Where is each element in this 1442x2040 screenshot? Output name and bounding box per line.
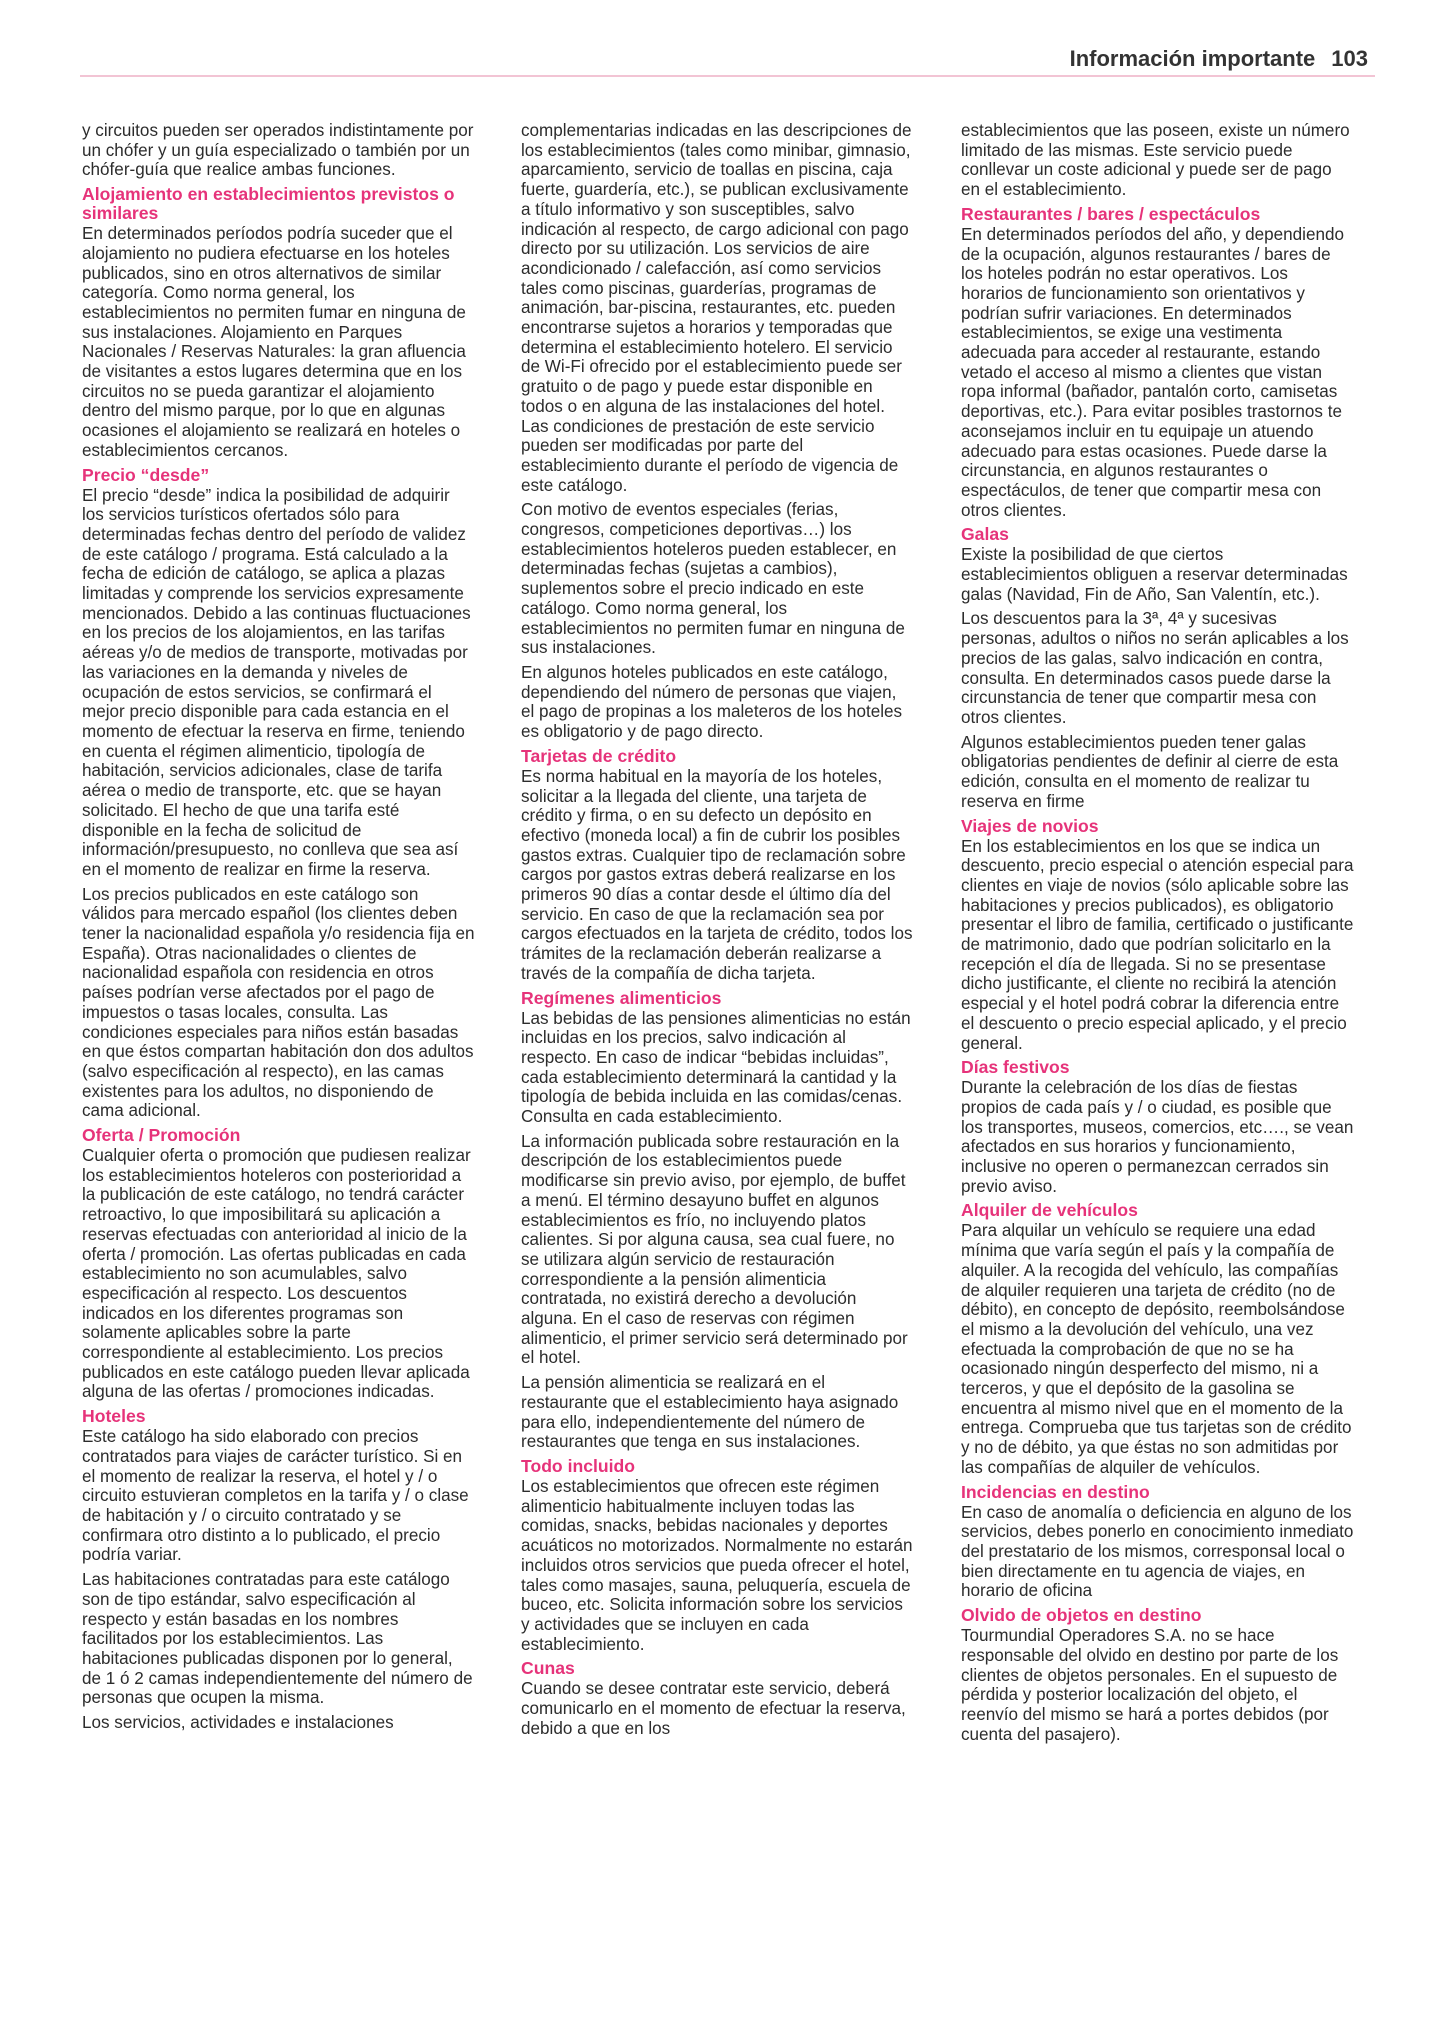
body-paragraph: En algunos hoteles publicados en este catálogo, dependiendo del número de personas que viajen, el pago de propinas a los maleteros de los hoteles es obligatorio y de pago directo.: [521, 662, 903, 742]
body-paragraph: Tourmundial Operadores S.A. no se hace responsable del olvido en destino por parte de los clientes de objetos personales. En el supuesto de pérdida y posterior localización del objeto, el reenvío del mismo se hará a portes debidos (por cuenta del pasajero).: [961, 1626, 1339, 1744]
section-heading: Galas: [961, 524, 1009, 545]
body-paragraph: Existe la posibilidad de que ciertos establecimientos obliguen a reservar determinadas galas (Navidad, Fin de Año, San Valentín, etc.).: [961, 545, 1348, 604]
text-column-3: [961, 121, 1354, 1749]
body-paragraph: En determinados períodos podría suceder que el alojamiento no pudiera efectuarse en los hoteles publicados, sino en otros alternativos de similar categoría. Como norma general, los establecimientos no permiten fumar en ninguna de sus instalaciones. Alojamiento en Parques Nacionales / Reservas Naturales: la gran afluencia de visitantes a estos lugares determina que en los circuitos no se pueda garantizar el alojamiento dentro del mismo parque, por lo que en algunas ocasiones el alojamiento se realizará en hoteles o establecimientos cercanos.: [82, 224, 466, 460]
body-paragraph: complementarias indicadas en las descripciones de los establecimientos (tales como minibar, gimnasio, aparcamiento, servicio de toallas en piscina, caja fuerte, guardería, etc.), se publican exclusivamente a título informativo y son susceptibles, salvo indicación al respecto, de cargo adicional con pago directo por su utilización. Los servicios de aire acondicionado / calefacción, así como servicios tales como piscinas, guarderías, programas de animación, bar-piscina, restaurantes, etc. pueden encontrarse sujetos a horarios y temporadas que determina el establecimiento hotelero. El servicio de Wi-Fi ofrecido por el establecimiento puede ser gratuito o de pago y puede estar disponible en todos o en alguna de las instalaciones del hotel. Las condiciones de prestación de este servicio pueden ser modificadas por parte del establecimiento durante el período de vigencia de este catálogo.: [521, 121, 912, 495]
body-paragraph: En determinados períodos del año, y dependiendo de la ocupación, algunos restaurantes / bares de los hoteles podrán no estar operativos. Los horarios de funcionamiento son orientativos y podrían sufrir variaciones. En determinados establecimientos, se exige una vestimenta adecuada para acceder al restaurante, estando vetado el acceso al mismo a clientes que vistan ropa informal (bañador, pantalón corto, camisetas deportivas, etc.). Para evitar posibles trastornos te aconsejamos incluir en tu equipaje un atuendo adecuado para estas ocasiones. Puede darse la circunstancia, en algunos restaurantes o espectáculos, de tener que compartir mesa con otros clientes.: [961, 224, 1344, 520]
body-paragraph: En caso de anomalía o deficiencia en alguno de los servicios, debes ponerlo en conocimiento inmediato del prestatario de los mismos, corresponsal local o bien directamente en tu agencia de viajes, en horario de oficina: [961, 1502, 1354, 1601]
section-heading: Restaurantes / bares / espectáculos: [961, 203, 1261, 224]
body-paragraph: Las bebidas de las pensiones alimenticias no están incluidas en los precios, salvo indicación al respecto. En caso de indicar “bebidas incluidas”, cada establecimiento determinará la cantidad y la tipología de bebida incluida en las comidas/cenas. Consulta en cada establecimiento.: [521, 1008, 911, 1127]
body-paragraph: La pensión alimenticia se realizará en el restaurante que el establecimiento haya asignado para ello, independientemente del número de restaurantes que tenga en sus instalaciones.: [521, 1373, 899, 1452]
section-heading: Cunas: [521, 1658, 575, 1679]
body-paragraph: establecimientos que las poseen, existe un número limitado de las mismas. Este servicio puede conllevar un coste adicional y puede ser de pago en el establecimiento.: [961, 121, 1350, 200]
text-column-2: [521, 121, 914, 1743]
section-heading: Hoteles: [82, 1406, 146, 1427]
page-number: 103: [1331, 46, 1368, 71]
body-paragraph: La información publicada sobre restauración en la descripción de los establecimientos puede modificarse sin previo aviso, por ejemplo, de buffet a menú. El término desayuno buffet en algunos establecimientos es frío, no incluyendo platos calientes. Si por alguna causa, sea cual fuere, no se utilizara algún servicio de restauración correspondiente a la pensión alimenticia contratada, no existirá derecho a devolución alguna. En el caso de reservas con régimen alimenticio, el primer servicio será determinado por el hotel.: [521, 1131, 908, 1368]
section-heading: Oferta / Promoción: [82, 1125, 241, 1146]
section-heading: Tarjetas de crédito: [521, 745, 677, 766]
text-column-1: [82, 121, 475, 1738]
section-heading: Regímenes alimenticios: [521, 987, 722, 1008]
body-paragraph: Los precios publicados en este catálogo son válidos para mercado español (los clientes deben tener la nacionalidad española y/o residencia fija en España). Otras nacionalidades o clientes de nacionalidad española con residencia en otros países podrían verse afectados por el pago de impuestos o tasas locales, consulta. Las condiciones especiales para niños están basadas en que éstos compartan habitación don dos adultos (salvo especificación al respecto), en las camas existentes para los adultos, no disponiendo de cama adicional.: [82, 884, 475, 1121]
section-heading: Todo incluido: [521, 1456, 636, 1476]
section-heading: Precio “desde”: [82, 464, 210, 485]
body-paragraph: El precio “desde” indica la posibilidad de adquirir los servicios turísticos ofertados sólo para determinadas fechas dentro del período de validez de este catálogo / programa. Está calculado a la fecha de edición de catálogo, se aplica a plazas limitadas y comprende los servicios expresamente mencionados. Debido a las continuas fluctuaciones en los precios de los alojamientos, en las tarifas aéreas y/o de medios de transporte, motivadas por las variaciones en la demanda y niveles de ocupación de estos servicios, se confirmará el mejor precio disponible para cada estancia en el momento de efectuar la reserva en firme, teniendo en cuenta el régimen alimenticio, tipología de habitación, servicios adicionales, clase de tarifa aérea o medio de transporte, etc. que se hayan solicitado. El hecho de que una tarifa esté disponible en la fecha de solicitud de información/presupuesto, no conlleva que sea así en el momento de realizar en firme la reserva.: [82, 485, 471, 879]
header-rule: [80, 75, 1375, 77]
body-paragraph: Con motivo de eventos especiales (ferias, congresos, competiciones deportivas…) los establecimientos hoteleros pueden establecer, en determinadas fechas (sujetas a cambios), suplementos sobre el precio indicado en este catálogo. Como norma general, los establecimientos no permiten fumar en ninguna de sus instalaciones.: [521, 500, 905, 658]
body-paragraph: Cualquier oferta o promoción que pudiesen realizar los establecimientos hoteleros con posterioridad a la publicación de este catálogo, no tendrá carácter retroactivo, lo que imposibilitará su aplicación a reservas efectuadas con anterioridad al inicio de la oferta / promoción. Las ofertas publicadas en cada establecimiento no son acumulables, salvo especificación al respecto. Los descuentos indicados en los diferentes programas son solamente aplicables sobre la parte correspondiente al establecimiento. Los precios publicados en este catálogo pueden llevar aplicada alguna de las ofertas / promociones indicadas.: [82, 1146, 471, 1402]
page-header-title: Información importante: [1069, 46, 1316, 71]
body-paragraph: Es norma habitual en la mayoría de los hoteles, solicitar a la llegada del cliente, una tarjeta de crédito y firma, o en su defecto un depósito en efectivo (moneda local) a fin de cubrir los posibles gastos extras. Cualquier tipo de reclamación sobre cargos por gastos extras deberá realizarse en los primeros 90 días a contar desde el último día del servicio. En caso de que la reclamación sea por cargos efectuados en la tarjeta de crédito, todos los trámites de la reclamación deberán realizarse a través de la compañía de dicha tarjeta.: [521, 766, 913, 983]
page-header: [1070, 46, 1368, 72]
body-paragraph: y circuitos pueden ser operados indistintamente por un chófer y un guía especializado o también por un chófer-guía que realice ambas funciones.: [82, 121, 474, 180]
section-heading: Alojamiento en establecimientos previstos o similares: [82, 184, 455, 224]
body-paragraph: Los servicios, actividades e instalaciones: [82, 1713, 394, 1733]
body-paragraph: Este catálogo ha sido elaborado con precios contratados para viajes de carácter turístico. Si en el momento de realizar la reserva, el hotel y / o circuito estuvieran completos en la tarifa y / o clase de habitación y / o circuito contratado y se confirmara otro distinto a lo publicado, el precio podría variar.: [82, 1427, 469, 1565]
body-paragraph: Cuando se desee contratar este servicio, deberá comunicarlo en el momento de efectuar la reserva, debido a que en los: [521, 1679, 906, 1738]
section-heading: Olvido de objetos en destino: [961, 1605, 1202, 1626]
body-paragraph: Los establecimientos que ofrecen este régimen alimenticio habitualmente incluyen todas las comidas, snacks, bebidas nacionales y deportes acuáticos no motorizados. Normalmente no estarán incluidos otros servicios que pueda ofrecer el hotel, tales como masajes, sauna, peluquería, escuela de buceo, etc. Solicita información sobre los servicios y actividades que se incluyen en cada establecimiento.: [521, 1477, 913, 1654]
body-paragraph: En los establecimientos en los que se indica un descuento, precio especial o atención especial para clientes en viaje de novios (sólo aplicable sobre las habitaciones y precios publicados), es obligatorio presentar el libro de familia, certificado o justificante de matrimonio, dado que podrían solicitarlo en la recepción el día de llegada. Si no se presentase dicho justificante, el cliente no recibirá la atención especial y el hotel podrá cobrar la diferencia entre el descuento o precio especial aplicado, y el precio general.: [961, 836, 1354, 1053]
body-paragraph: Los descuentos para la 3ª, 4ª y sucesivas personas, adultos o niños no serán aplicables a los precios de las galas, salvo indicación en contra, consulta. En determinados casos puede darse la circunstancia de tener que compartir mesa con otros clientes.: [961, 609, 1349, 727]
section-heading: Incidencias en destino: [961, 1481, 1150, 1502]
body-paragraph: Algunos establecimientos pueden tener galas obligatorias pendientes de definir al cierre de esta edición, consulta en el momento de realizar tu reserva en firme: [961, 732, 1339, 811]
body-paragraph: Para alquilar un vehículo se requiere una edad mínima que varía según el país y la compañía de alquiler. A la recogida del vehículo, las compañías de alquiler requieren una tarjeta de crédito (no de débito), en concepto de depósito, reembolsándose el mismo a la devolución del vehículo, una vez efectuada la comprobación de que no se ha ocasionado ningún desperfecto del mismo, ni a terceros, y que el depósito de la gasolina se encuentra al mismo nivel que en el momento de la entrega. Comprueba que tus tarjetas son de crédito y no de débito, ya que éstas no son admitidas por las compañías de alquiler de vehículos.: [961, 1221, 1352, 1477]
body-paragraph: Durante la celebración de los días de fiestas propios de cada país y / o ciudad, es posible que los transportes, museos, comercios, etc…., se vean afectados en sus horarios y funcionamiento, inclusive no operen o permanezcan cerrados sin previo aviso.: [961, 1078, 1354, 1196]
section-heading: Viajes de novios: [961, 815, 1099, 836]
body-paragraph: Las habitaciones contratadas para este catálogo son de tipo estándar, salvo especificación al respecto y están basadas en los nombres facilitados por los establecimientos. Las habitaciones publicadas disponen por lo general, de 1 ó 2 camas independientemente del número de personas que ocupen la misma.: [82, 1570, 473, 1708]
section-heading: Días festivos: [961, 1057, 1070, 1078]
section-heading: Alquiler de vehículos: [961, 1200, 1138, 1221]
